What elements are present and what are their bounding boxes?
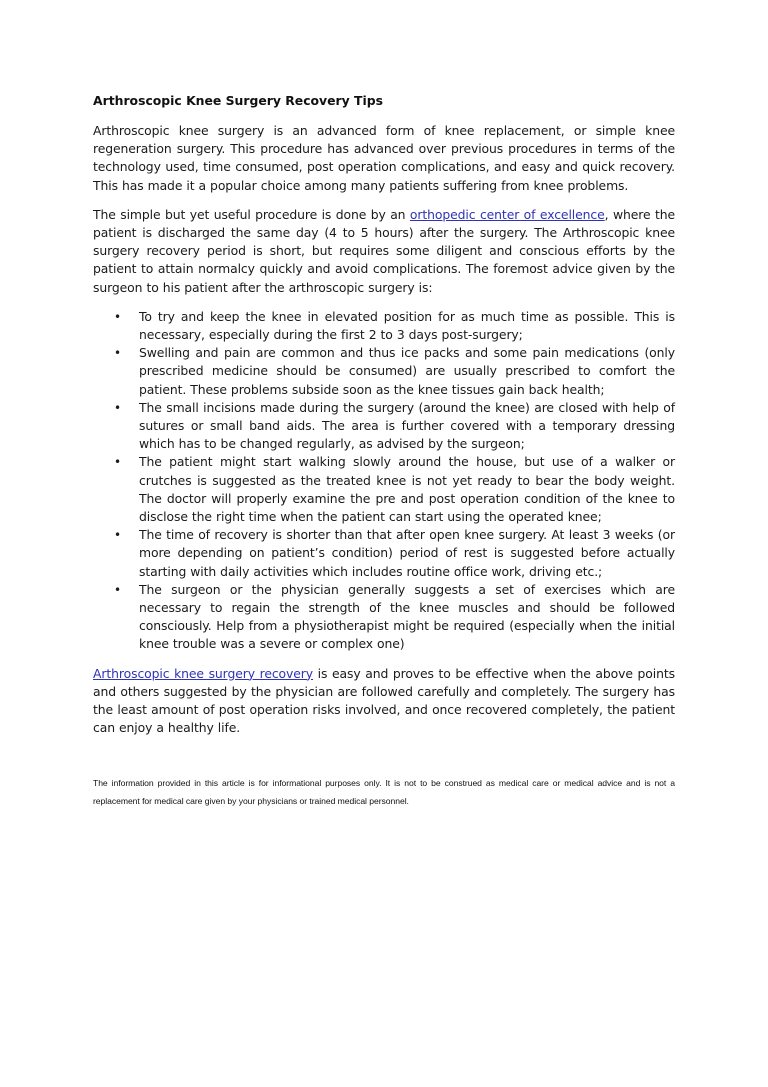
- knee-surgery-recovery-link[interactable]: Arthroscopic knee surgery recovery: [93, 665, 314, 681]
- intro-text: Arthroscopic knee surgery is an advanced form of knee replacement, or simple knee regeneration surgery. This procedure has advanced over previous procedures in terms of the technology used, time consumed, post operation complications, and easy and quick recovery. This has made it a popular choice among many patients suffering from knee problems.: [93, 123, 675, 193]
- list-item-text: The time of recovery is shorter than that after open knee surgery. At least 3 weeks (or more depending on patient’s condition) period of rest is suggested before actually starting with daily activities which includes routine office work, driving etc.;: [139, 527, 675, 579]
- list-item: [93, 581, 675, 654]
- closing-text: is easy and proves to be effective when the above points and others suggested by the physician are followed carefully and completely. The surgery has the least amount of post operation risks involved, and once recovered completely, the patient can enjoy a healthy life.: [93, 665, 675, 736]
- procedure-text-after: , where the patient is discharged the same day (4 to 5 hours) after the surgery. The Arthroscopic knee surgery recovery period is short, but requires some diligent and conscious efforts by the patient to attain normalcy quickly and avoid complications. The foremost advice given by the surgeon to his patient after the arthroscopic surgery is:: [93, 206, 675, 295]
- list-item: [93, 308, 675, 344]
- document-title: Arthroscopic Knee Surgery Recovery Tips: [93, 93, 383, 108]
- list-item: [93, 526, 675, 581]
- list-item: [93, 399, 675, 454]
- procedure-paragraph: [93, 206, 675, 297]
- procedure-text-before: The simple but yet useful procedure is done by an: [93, 206, 410, 222]
- bullet-icon: •: [114, 528, 121, 543]
- list-item-text: Swelling and pain are common and thus ice packs and some pain medications (only prescribed medicine should be consumed) are usually prescribed to comfort the patient. These problems subside soon as the knee tissues gain back health;: [139, 345, 675, 397]
- document-page: [93, 92, 675, 819]
- orthopedic-center-link[interactable]: orthopedic center of excellence: [409, 206, 605, 222]
- intro-paragraph: [93, 122, 675, 195]
- list-item-text: The small incisions made during the surgery (around the knee) are closed with help of sutures or small band aids. The area is further covered with a temporary dressing which has to be changed regularly, as advised by the surgeon;: [139, 399, 675, 452]
- bullet-icon: •: [114, 400, 121, 415]
- list-item-text: The surgeon or the physician generally suggests a set of exercises which are necessary to regain the strength of the knee muscles and should be followed consciously. Help from a physiotherapist might be required (especially when the initial knee trouble was a severe or complex one): [139, 581, 675, 652]
- list-item-text: The patient might start walking slowly around the house, but use of a walker or crutches is suggested as the treated knee is not yet ready to bear the body weight. The doctor will properly examine the pre and post operation condition of the knee to disclose the right time when the patient can start using the operated knee;: [139, 454, 675, 525]
- closing-paragraph: [93, 665, 675, 738]
- bullet-icon: •: [114, 582, 121, 597]
- bullet-icon: •: [114, 455, 121, 470]
- bullet-icon: •: [114, 309, 121, 324]
- list-item-text: To try and keep the knee in elevated position for as much time as possible. This is necessary, especially during the first 2 to 3 days post-surgery;: [139, 308, 675, 343]
- list-item: [93, 453, 675, 526]
- list-item: [93, 344, 675, 399]
- bullet-icon: •: [114, 346, 121, 361]
- advice-list: [93, 308, 675, 654]
- disclaimer-text: The information provided in this article is for informational purposes only. It is not to be construed as medical care or medical advice and is not a replacement for medical care given by your physicians or trained medical personnel.: [93, 777, 675, 806]
